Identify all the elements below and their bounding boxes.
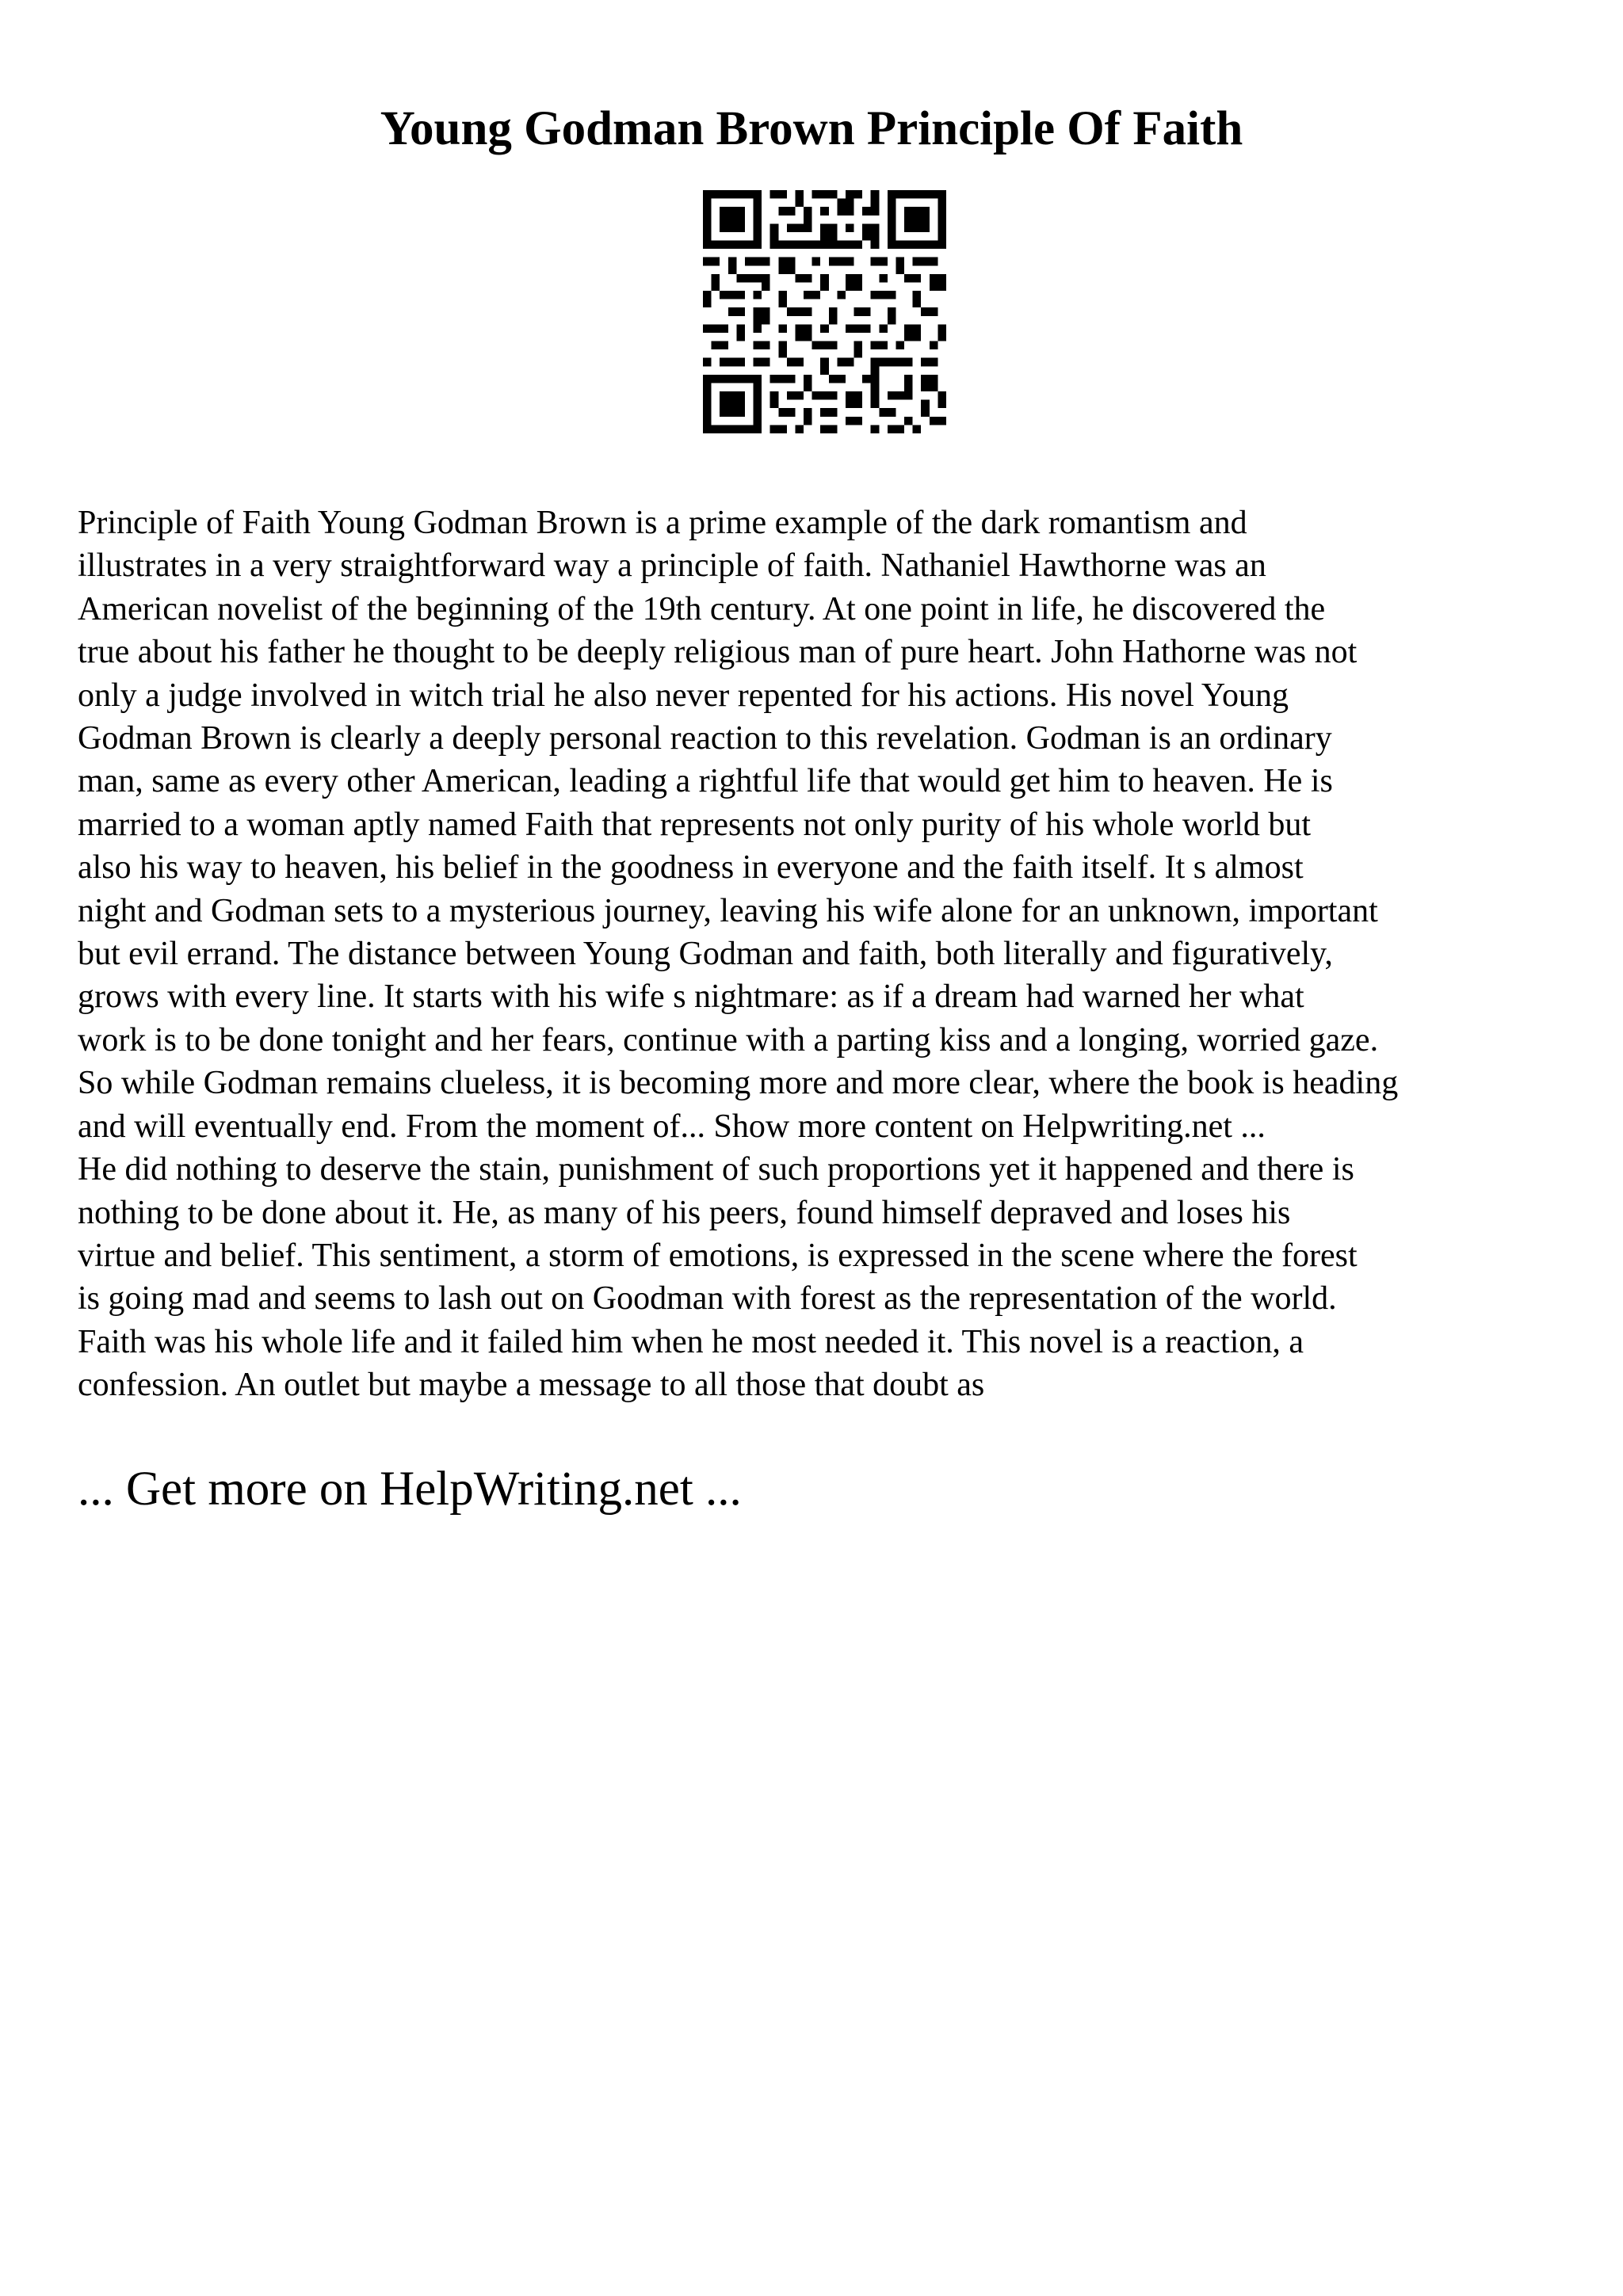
body-line: work is to be done tonight and her fears, continue with a parting kiss and a longing, worried gaze. [78,1021,1379,1058]
qr-code-icon [703,190,946,433]
body-line: He did nothing to deserve the stain, punishment of such proportions yet it happened and there is [78,1151,1354,1188]
qr-code-graphic [703,190,946,433]
body-line: but evil errand. The distance between Young Godman and faith, both literally and figuratively, [78,936,1333,973]
body-line: Godman Brown is clearly a deeply personal reaction to this revelation. Godman is an ordinary [78,720,1332,757]
body-line: also his way to heaven, his belief in the goodness in everyone and the faith itself. It s almost [78,849,1304,887]
body-line: married to a woman aptly named Faith that represents not only purity of his whole world but [78,806,1312,843]
body-line: is going mad and seems to lash out on Goodman with forest as the representation of the world. [78,1280,1337,1318]
body-line: illustrates in a very straightforward way a principle of faith. Nathaniel Hawthorne was an [78,547,1266,585]
body-line: man, same as every other American, leading a rightful life that would get him to heaven. He is [78,763,1333,800]
body-line: nothing to be done about it. He, as many of his peers, found himself depraved and loses his [78,1194,1291,1231]
body-line: night and Godman sets to a mysterious journey, leaving his wife alone for an unknown, important [78,892,1378,929]
body-line: virtue and belief. This sentiment, a storm of emotions, is expressed in the scene where the forest [78,1237,1358,1274]
body-line: grows with every line. It starts with his wife s nightmare: as if a dream had warned her what [78,978,1304,1016]
body-line: only a judge involved in witch trial he also never repented for his actions. His novel Young [78,677,1289,714]
body-text [78,502,1553,1407]
body-line: confession. An outlet but maybe a message to all those that doubt as [78,1367,985,1404]
body-line: So while Godman remains clueless, it is becoming more and more clear, where the book is heading [78,1065,1399,1102]
body-line: Principle of Faith Young Godman Brown is a prime example of the dark romantism and [78,505,1247,541]
body-line: true about his father he thought to be deeply religious man of pure heart. John Hathorne was not [78,634,1358,671]
get-more-link[interactable]: ... Get more on HelpWriting.net ... [78,1463,742,1516]
body-line: and will eventually end. From the moment of... Show more content on Helpwriting.net ... [78,1108,1266,1145]
body-line: American novelist of the beginning of the 19th century. At one point in life, he discovered the [78,590,1326,627]
page-title: Young Godman Brown Principle Of Faith [380,102,1243,155]
body-line: Faith was his whole life and it failed him when he most needed it. This novel is a reaction, a [78,1323,1304,1360]
